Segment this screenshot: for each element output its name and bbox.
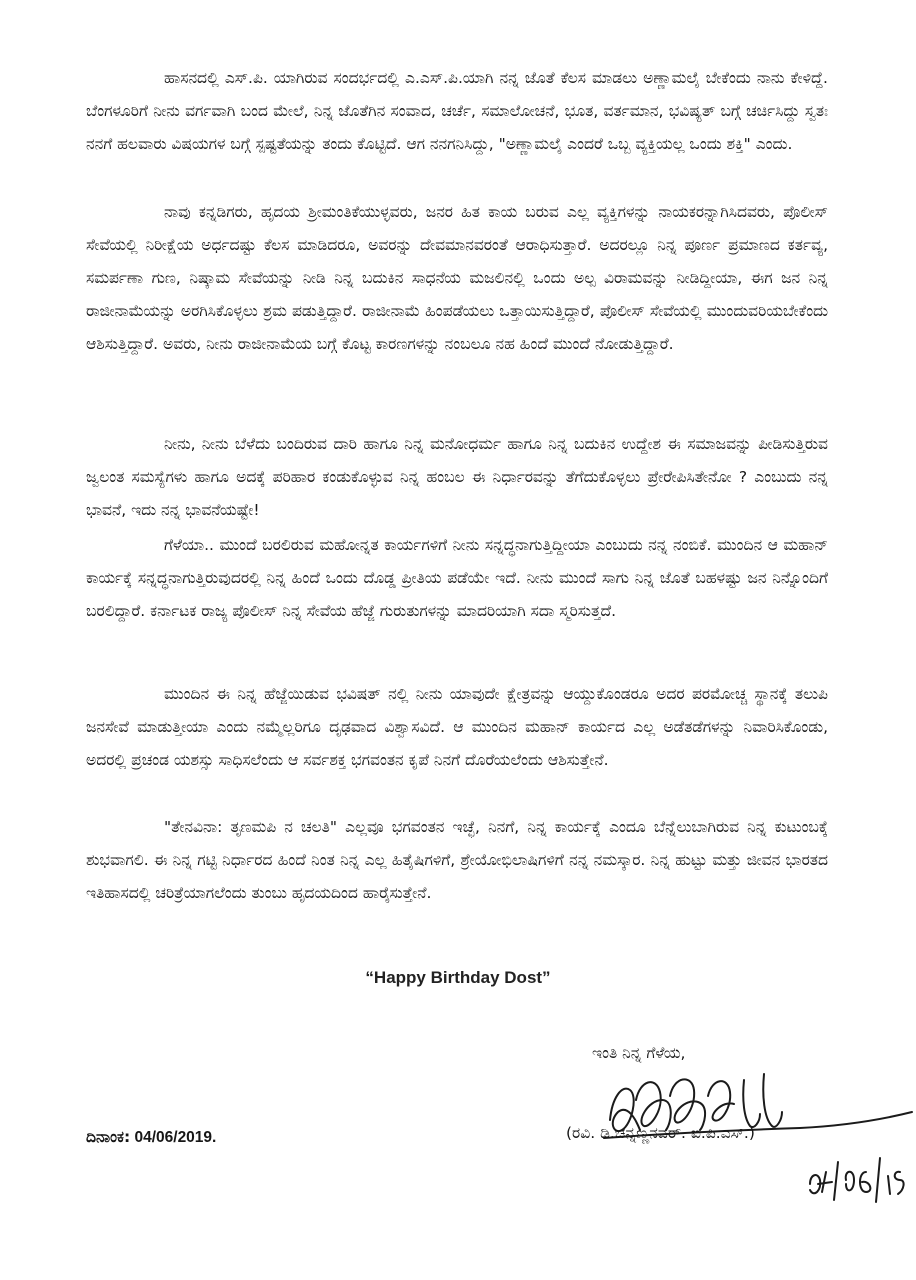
birthday-greeting: “Happy Birthday Dost” — [365, 968, 551, 987]
letter-paragraph-3: ನೀನು, ನೀನು ಬೆಳೆದು ಬಂದಿರುವ ದಾರಿ ಹಾಗೂ ನಿನ್ನ ಮನೋಧರ್ಮ ಹಾಗೂ ನಿನ್ನ ಬದುಕಿನ ಉದ್ದೇಶ ಈ ಸಮಾಜವನ್ನು ಪೀಡಿಸುತ್ತಿರುವ ಜ್ವಲಂತ ಸಮಸ್ಯೆಗಳು ಹಾಗೂ ಅದಕ್ಕೆ ಪರಿಹಾರ ಕಂಡುಕೊಳ್ಳುವ ನಿನ್ನ ಹಂಬಲ ಈ ನಿರ್ಧಾರವನ್ನು ತೆಗೆದುಕೊಳ್ಳಲು ಪ್ರೇರೇಪಿಸಿತೇನೋ ? ಎಂಬುದು ನನ್ನ ಭಾವನೆ, ಇದು ನನ್ನ ಭಾವನೆಯಷ್ಟೇ! — [86, 435, 828, 519]
date-label: ದಿನಾಂಕ: — [86, 1128, 131, 1146]
letter-paragraph-2: ನಾವು ಕನ್ನಡಿಗರು, ಹೃದಯ ಶ್ರೀಮಂತಿಕೆಯುಳ್ಳವರು, ಜನರ ಹಿತ ಕಾಯ ಬರುವ ಎಲ್ಲ ವ್ಯಕ್ತಿಗಳನ್ನು ನಾಯಕರನ್ನಾಗಿಸಿದವರು, ಪೊಲೀಸ್ ಸೇವೆಯಲ್ಲಿ ನಿರೀಕ್ಷೆಯ ಅರ್ಧದಷ್ಟು ಕೆಲಸ ಮಾಡಿದರೂ, ಅವರನ್ನು ದೇವಮಾನವರಂತೆ ಆರಾಧಿಸುತ್ತಾರೆ. ಅದರಲ್ಲೂ ನಿನ್ನ ಪೂರ್ಣ ಪ್ರಮಾಣದ ಕರ್ತವ್ಯ, ಸಮರ್ಪಣಾ ಗುಣ, ನಿಷ್ಕಾಮ ಸೇವೆಯನ್ನು ನೀಡಿ ನಿನ್ನ ಬದುಕಿನ ಸಾಧನೆಯ ಮಜಲಿನಲ್ಲಿ ಒಂದು ಅಲ್ಪ ವಿರಾಮವನ್ನು ನೀಡಿದ್ದೀಯಾ, ಈಗ ಜನ ನಿನ್ನ ರಾಜೀನಾಮೆಯನ್ನು ಅರಗಿಸಿಕೊಳ್ಳಲು ಶ್ರಮ ಪಡುತ್ತಿದ್ದಾರೆ. ರಾಜೀನಾಮೆ ಹಿಂಪಡೆಯಲು ಒತ್ತಾಯಿಸುತ್ತಿದ್ದಾರೆ, ಪೊಲೀಸ್ ಸೇವೆಯಲ್ಲಿ ಮುಂದುವರಿಯಬೇಕೆಂದು ಆಶಿಸುತ್ತಿದ್ದಾರೆ. ಅವರು, ನೀನು ರಾಜೀನಾಮೆಯ ಬಗ್ಗೆ ಕೊಟ್ಟ ಕಾರಣಗಳನ್ನು ನಂಬಲೂ ನಹ ಹಿಂದೆ ಮುಂದೆ ನೋಡುತ್ತಿದ್ದಾರೆ. — [86, 203, 828, 353]
date-value: 04/06/2019. — [134, 1129, 217, 1146]
letter-paragraph-5: ಮುಂದಿನ ಈ ನಿನ್ನ ಹೆಜ್ಜೆಯಿಡುವ ಭವಿಷತ್ ನಲ್ಲಿ ನೀನು ಯಾವುದೇ ಕ್ಷೇತ್ರವನ್ನು ಆಯ್ದುಕೊಂಡರೂ ಅದರ ಪರಮೋಚ್ಚ ಸ್ಥಾನಕ್ಕೆ ತಲುಪಿ ಜನಸೇವೆ ಮಾಡುತ್ತೀಯಾ ಎಂದು ನಮ್ಮೆಲ್ಲರಿಗೂ ದೃಢವಾದ ವಿಶ್ವಾಸವಿದೆ. ಆ ಮುಂದಿನ ಮಹಾನ್ ಕಾರ್ಯದ ಎಲ್ಲ ಅಡೆತಡೆಗಳನ್ನು ನಿವಾರಿಸಿಕೊಂಡು, ಅದರಲ್ಲಿ ಪ್ರಚಂಡ ಯಶಸ್ಸು ಸಾಧಿಸಲೆಂದು ಆ ಸರ್ವಶಕ್ತ ಭಗವಂತನ ಕೃಪೆ ನಿನಗೆ ದೊರೆಯಲೆಂದು ಆಶಿಸುತ್ತೇನೆ. — [86, 685, 828, 769]
letter-paragraph-4: ಗೆಳೆಯಾ.. ಮುಂದೆ ಬರಲಿರುವ ಮಹೋನ್ನತ ಕಾರ್ಯಗಳಿಗೆ ನೀನು ಸನ್ನದ್ಧನಾಗುತ್ತಿದ್ದೀಯಾ ಎಂಬುದು ನನ್ನ ನಂಬಿಕೆ. ಮುಂದಿನ ಆ ಮಹಾನ್ ಕಾರ್ಯಕ್ಕೆ ಸನ್ನದ್ಧನಾಗುತ್ತಿರುವುದರಲ್ಲಿ ನಿನ್ನ ಹಿಂದೆ ಒಂದು ದೊಡ್ಡ ಪ್ರೀತಿಯ ಪಡೆಯೇ ಇದೆ. ನೀನು ಮುಂದೆ ಸಾಗು ನಿನ್ನ ಜೊತೆ ಬಹಳಷ್ಟು ಜನ ನಿನ್ನೊಂದಿಗೆ ಬರಲಿದ್ದಾರೆ. ಕರ್ನಾಟಕ ರಾಜ್ಯ ಪೊಲೀಸ್ ನಿನ್ನ ಸೇವೆಯ ಹೆಜ್ಜೆ ಗುರುತುಗಳನ್ನು ಮಾದರಿಯಾಗಿ ಸದಾ ಸ್ಮರಿಸುತ್ತದೆ. — [86, 536, 828, 620]
closing-line: ಇಂತಿ ನಿನ್ನ ಗೆಳೆಯ, — [592, 1044, 686, 1062]
letter-paragraph-1: ಹಾಸನದಲ್ಲಿ ಎಸ್.ಪಿ. ಯಾಗಿರುವ ಸಂದರ್ಭದಲ್ಲಿ ಎ.ಎಸ್.ಪಿ.ಯಾಗಿ ನನ್ನ ಜೊತೆ ಕೆಲಸ ಮಾಡಲು ಅಣ್ಣಾಮಲೈ ಬೇಕೆಂದು ನಾನು ಕೇಳಿದ್ದೆ. ಬೆಂಗಳೂರಿಗೆ ನೀನು ವರ್ಗವಾಗಿ ಬಂದ ಮೇಲೆ, ನಿನ್ನ ಜೊತೆಗಿನ ಸಂವಾದ, ಚರ್ಚೆ, ಸಮಾಲೋಚನೆ, ಭೂತ, ವರ್ತಮಾನ, ಭವಿಷ್ಯತ್ ಬಗ್ಗೆ ಚರ್ಚಿಸಿದ್ದು ಸ್ವತಃ ನನಗೆ ಹಲವಾರು ವಿಷಯಗಳ ಬಗ್ಗೆ ಸ್ಪಷ್ಟತೆಯನ್ನು ತಂದು ಕೊಟ್ಟಿದೆ. ಆಗ ನನಗನಿಸಿದ್ದು, "ಅಣ್ಣಾಮಲೈ ಎಂದರೆ ಒಬ್ಬ ವ್ಯಕ್ತಿಯಲ್ಲ ಒಂದು ಶಕ್ತಿ" ಎಂದು. — [86, 69, 828, 153]
letter-date — [86, 1128, 216, 1147]
letter-paragraph-6: "ತೇನವಿನಾ: ತೃಣಮಪಿ ನ ಚಲತಿ" ಎಲ್ಲವೂ ಭಗವಂತನ ಇಚ್ಛೆ, ನಿನಗೆ, ನಿನ್ನ ಕಾರ್ಯಕ್ಕೆ ಎಂದೂ ಬೆನ್ನೆಲುಬಾಗಿರುವ ನಿನ್ನ ಕುಟುಂಬಕ್ಕೆ ಶುಭವಾಗಲಿ. ಈ ನಿನ್ನ ಗಟ್ಟಿ ನಿರ್ಧಾರದ ಹಿಂದೆ ನಿಂತ ನಿನ್ನ ಎಲ್ಲ ಹಿತೈಷಿಗಳಿಗೆ, ಶ್ರೇಯೋಭಿಲಾಷಿಗಳಿಗೆ ನನ್ನ ನಮಸ್ಕಾರ. ನಿನ್ನ ಹುಟ್ಟು ಮತ್ತು ಜೀವನ ಭಾರತದ ಇತಿಹಾಸದಲ್ಲಿ ಚರಿತ್ರೆಯಾಗಲೆಂದು ತುಂಬು ಹೃದಯದಿಂದ ಹಾರೈಸುತ್ತೇನೆ. — [86, 818, 828, 902]
signer-name: (ರವಿ. ಡಿ.ಚನ್ನಣ್ಣನವರ್. ಐ.ಪಿ.ಎಸ್.) — [566, 1124, 755, 1142]
handwritten-date — [804, 1150, 910, 1210]
